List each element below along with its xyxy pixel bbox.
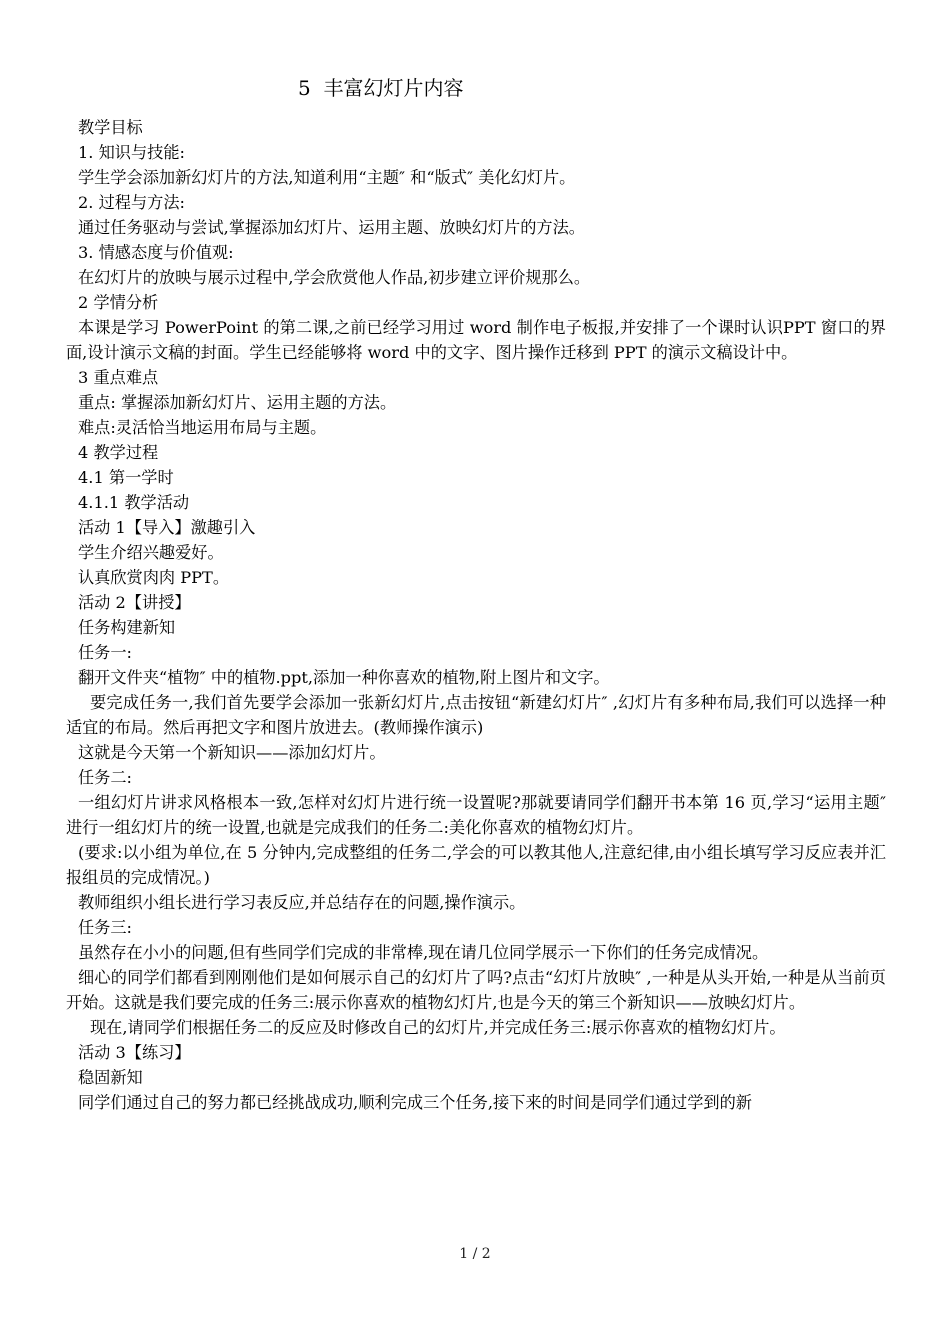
paragraph: 稳固新知 [78, 1068, 143, 1087]
paragraph: (要求:以小组为单位,在 5 分钟内,完成整组的任务二,学会的可以教其他人,注意纪律,由小组长填写学习反应表并汇报组员的完成情况。) [66, 843, 886, 887]
paragraph: 要完成任务一,我们首先要学会添加一张新幻灯片,点击按钮“新建幻灯片″ ,幻灯片有多种布局,我们可以选择一种适宜的布局。然后再把文字和图片放进去。(教师操作演示) [66, 693, 886, 737]
paragraph: 任务一: [78, 643, 133, 662]
paragraph: 学生介绍兴趣爱好。 [78, 543, 224, 562]
paragraph: 同学们通过自己的努力都已经挑战成功,顺利完成三个任务,接下来的时间是同学们通过学到的新 [78, 1093, 752, 1112]
paragraph: 3. 情感态度与价值观: [78, 243, 234, 262]
paragraph: 在幻灯片的放映与展示过程中,学会欣赏他人作品,初步建立评价规那么。 [78, 268, 591, 287]
paragraph: 2 学情分析 [78, 293, 159, 312]
paragraph: 任务构建新知 [78, 618, 176, 637]
paragraph: 这就是今天第一个新知识——添加幻灯片。 [78, 743, 386, 762]
paragraph: 本课是学习 PowerPoint 的第二课,之前已经学习用过 word 制作电子板报,并安排了一个课时认识PPT 窗口的界面,设计演示文稿的封面。学生已经能够将 word 中的文字、图片操作迁移到 PPT 的演示文稿设计中。 [66, 318, 886, 362]
paragraph: 学生学会添加新幻灯片的方法,知道利用“主题″ 和“版式″ 美化幻灯片。 [78, 168, 576, 187]
page-number: 1 / 2 [459, 1246, 491, 1262]
paragraph: 虽然存在小小的问题,但有些同学们完成的非常棒,现在请几位同学展示一下你们的任务完成情况。 [78, 943, 769, 962]
paragraph: 4.1.1 教学活动 [78, 493, 190, 512]
document-title-text: 5 丰富幻灯片内容 [298, 76, 464, 100]
paragraph: 通过任务驱动与尝试,掌握添加幻灯片、运用主题、放映幻灯片的方法。 [78, 218, 585, 237]
paragraph: 1. 知识与技能: [78, 143, 185, 162]
paragraph: 任务三: [78, 918, 133, 937]
paragraph: 教学目标 [78, 118, 143, 137]
paragraph: 4 教学过程 [78, 443, 159, 462]
paragraph: 翻开文件夹“植物″ 中的植物.ppt,添加一种你喜欢的植物,附上图片和文字。 [78, 668, 610, 687]
paragraph: 2. 过程与方法: [78, 193, 185, 212]
paragraph: 活动 3【练习】 [78, 1043, 191, 1062]
paragraph: 一组幻灯片讲求风格根本一致,怎样对幻灯片进行统一设置呢?那就要请同学们翻开书本第 16 页,学习“运用主题″ 进行一组幻灯片的统一设置,也就是完成我们的任务二:美化你喜欢的植物幻灯片。 [66, 793, 886, 837]
paragraph: 活动 2【讲授】 [78, 593, 191, 612]
paragraph: 任务二: [78, 768, 133, 787]
paragraph: 现在,请同学们根据任务二的反应及时修改自己的幻灯片,并完成任务三:展示你喜欢的植物幻灯片。 [90, 1018, 786, 1037]
paragraph: 细心的同学们都看到刚刚他们是如何展示自己的幻灯片了吗?点击“幻灯片放映″ ,一种是从头开始,一种是从当前页开始。这就是我们要完成的任务三:展示你喜欢的植物幻灯片,也是今天的第三个新知识——放映幻灯片。 [66, 968, 886, 1012]
paragraph: 4.1 第一学时 [78, 468, 174, 487]
paragraph: 3 重点难点 [78, 368, 159, 387]
paragraph: 教师组织小组长进行学习表反应,并总结存在的问题,操作演示。 [78, 893, 526, 912]
paragraph: 活动 1【导入】激趣引入 [78, 518, 256, 537]
paragraph: 难点:灵活恰当地运用布局与主题。 [78, 418, 327, 437]
paragraph: 认真欣赏肉肉 PPT。 [78, 568, 230, 587]
paragraph: 重点: 掌握添加新幻灯片、运用主题的方法。 [78, 393, 397, 412]
document-body [66, 115, 886, 1115]
